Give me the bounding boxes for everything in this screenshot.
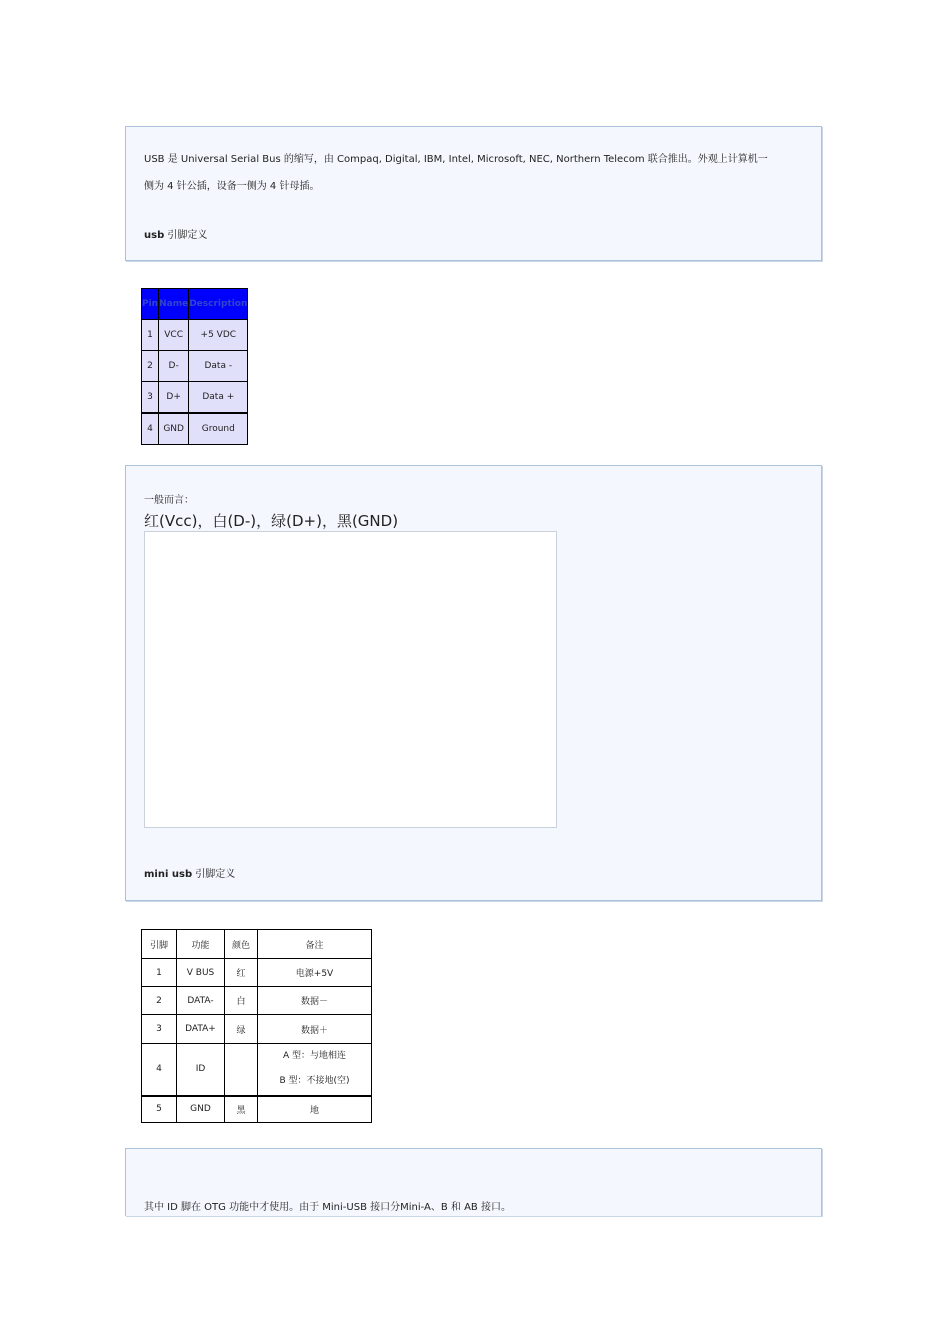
intro-panel (125, 126, 822, 261)
note-type-a: A 型：与地相连 (282, 1051, 347, 1062)
header-function: 功能 (177, 930, 225, 959)
pin-cell: 4 (142, 1044, 177, 1096)
mini-usb-heading-rest: 引脚定义 (192, 869, 236, 880)
name-cell: D+ (159, 382, 189, 414)
description-cell: +5 VDC (189, 320, 248, 351)
function-cell: V BUS (177, 959, 225, 987)
table-row (142, 1096, 372, 1123)
color-cell: 红 (225, 959, 258, 987)
pin-cell: 4 (142, 413, 159, 445)
table-row (142, 320, 248, 351)
header-pin: Pin (142, 289, 159, 320)
mini-usb-pinout-table (141, 929, 372, 1123)
header-pin: 引脚 (142, 930, 177, 959)
table-row (142, 987, 372, 1015)
function-cell: ID (177, 1044, 225, 1096)
header-note: 备注 (258, 930, 372, 959)
usb-image-placeholder (144, 531, 557, 828)
description-cell: Data + (189, 382, 248, 414)
function-cell: DATA- (177, 987, 225, 1015)
pin-cell: 5 (142, 1096, 177, 1123)
usb-pinout-table (141, 288, 248, 445)
otg-note-panel (125, 1148, 822, 1216)
name-cell: D- (159, 351, 189, 382)
intro-line-2: 侧为 4 针公插，设备一侧为 4 针母插。 (144, 181, 320, 192)
note-cell (258, 1044, 372, 1096)
pin-cell: 3 (142, 382, 159, 414)
function-cell: GND (177, 1096, 225, 1123)
color-cell: 黑 (225, 1096, 258, 1123)
description-cell: Data - (189, 351, 248, 382)
table-row (142, 382, 248, 414)
header-name: Name (159, 289, 189, 320)
pin-cell: 1 (142, 959, 177, 987)
wire-colors-text: 红(Vcc)，白(D-)，绿(D+)，黑(GND) (144, 512, 399, 530)
table-header-row (142, 930, 372, 959)
pin-cell: 1 (142, 320, 159, 351)
color-cell: 绿 (225, 1015, 258, 1044)
function-cell: DATA+ (177, 1015, 225, 1044)
header-color: 颜色 (225, 930, 258, 959)
pin-cell: 2 (142, 351, 159, 382)
header-description: Description (189, 289, 248, 320)
mini-usb-heading-bold: mini usb (144, 869, 193, 880)
note-cell: 数据＋ (258, 1015, 372, 1044)
usb-pinout-heading (144, 229, 207, 243)
usb-heading-bold: usb (144, 230, 165, 241)
table-row (142, 1015, 372, 1044)
color-cell: 白 (225, 987, 258, 1015)
description-cell: Ground (189, 413, 248, 445)
table-row (142, 413, 248, 445)
name-cell: VCC (159, 320, 189, 351)
pin-cell: 2 (142, 987, 177, 1015)
table-row (142, 351, 248, 382)
note-cell: 电源+5V (258, 959, 372, 987)
general-intro: 一般而言： (144, 495, 194, 506)
color-cell (225, 1044, 258, 1096)
note-cell: 数据－ (258, 987, 372, 1015)
wire-colors-panel (125, 465, 822, 901)
table-header-row (142, 289, 248, 320)
table-row (142, 959, 372, 987)
intro-line-1: USB 是 Universal Serial Bus 的缩写，由 Compaq, Digital, IBM, Intel, Microsoft, NEC, Northern Telecom 联合推出。外观上计算机一 (144, 154, 768, 165)
name-cell: GND (159, 413, 189, 445)
usb-heading-rest: 引脚定义 (164, 230, 208, 241)
mini-usb-pinout-heading (144, 868, 235, 882)
note-type-b: B 型：不接地(空) (279, 1076, 350, 1087)
pin-cell: 3 (142, 1015, 177, 1044)
table-row (142, 1044, 372, 1096)
note-cell: 地 (258, 1096, 372, 1123)
otg-note-text: 其中 ID 脚在 OTG 功能中才使用。由于 Mini-USB 接口分Mini-A、B 和 AB 接口。 (144, 1202, 511, 1213)
